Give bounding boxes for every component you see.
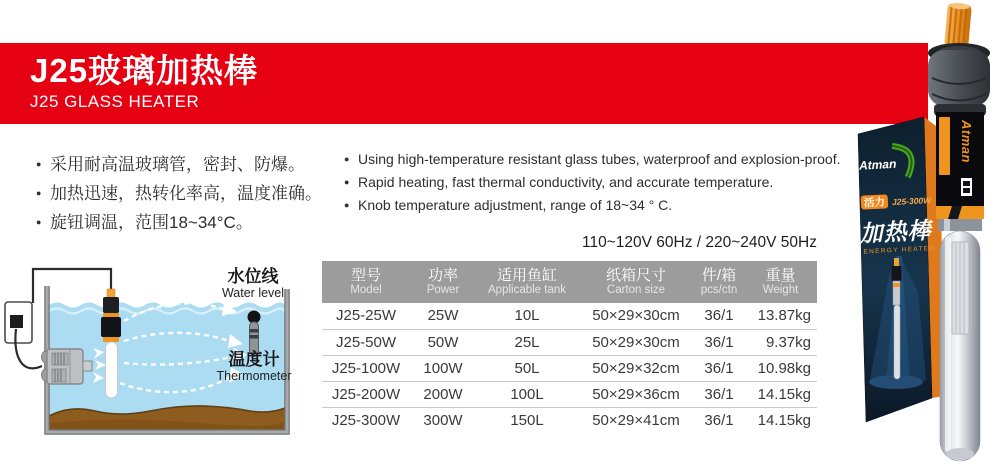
table-row: J25-100W 100W 50L 50×29×32cm 36/1 10.98kg [322, 355, 817, 381]
features-list-cn [36, 150, 322, 237]
temperature-knob [944, 2, 972, 49]
box-model-text: J25-300W [891, 195, 932, 208]
col-power: 功率 Power [410, 261, 476, 303]
table-row: J25-25W 25W 10L 50×29×30cm 36/1 13.87kg [322, 303, 817, 329]
spec-table [322, 261, 817, 433]
features-list-en [344, 148, 840, 217]
feature-en: ● Knob temperature adjustment, range of 18~34 ° C. [344, 194, 840, 217]
col-weight: 重量 Weight [744, 261, 817, 303]
box-series-text: 活力 [863, 196, 886, 210]
heater-brand-text: Atman [959, 120, 974, 163]
product-photo [840, 0, 1000, 468]
packaging-box [854, 117, 944, 422]
feature-en: ● Rapid heating, fast thermal conductivity, and accurate temperature. [344, 171, 840, 194]
col-tank: 适用鱼缸 Applicable tank [476, 261, 578, 303]
box-name-en-text: ENERGY HEATER [863, 244, 936, 256]
voltage-spec: 110~120V 60Hz / 220~240V 50Hz [582, 234, 817, 251]
table-row: J25-50W 50W 25L 50×29×30cm 36/1 9.37kg [322, 329, 817, 355]
box-brand-text: Atman [858, 156, 897, 173]
feature-cn: ● 加热迅速，热转化率高，温度准确。 [36, 179, 322, 208]
page-subtitle: J25 GLASS HEATER [30, 92, 200, 111]
col-pcs: 件/箱 pcs/ctn [694, 261, 744, 303]
table-row: J25-300W 300W 150L 50×29×41cm 36/1 14.15kg [331, 411, 811, 429]
box-name-cn-text: 加热棒 [858, 217, 933, 247]
title-banner [0, 43, 928, 124]
table-row: J25-200W 200W 100L 50×29×36cm 36/1 14.15kg [322, 381, 817, 407]
feature-en: ● Using high-temperature resistant glass tubes, waterproof and explosion-proof. [344, 148, 840, 171]
feature-cn: ● 采用耐高温玻璃管，密封、防爆。 [36, 150, 322, 179]
water-level-label: 水位线 Water level [221, 267, 285, 300]
col-carton: 纸箱尺寸 Carton size [578, 261, 694, 303]
spec-table-header [322, 261, 817, 303]
col-model: 型号 Model [322, 261, 410, 303]
thermometer-label: 温度计 Thermometer [216, 350, 292, 383]
feature-cn: ● 旋钮调温，范围18~34°C。 [36, 208, 322, 237]
page-title: J25玻璃加热棒 [30, 52, 259, 89]
power-outlet-icon [5, 302, 42, 368]
